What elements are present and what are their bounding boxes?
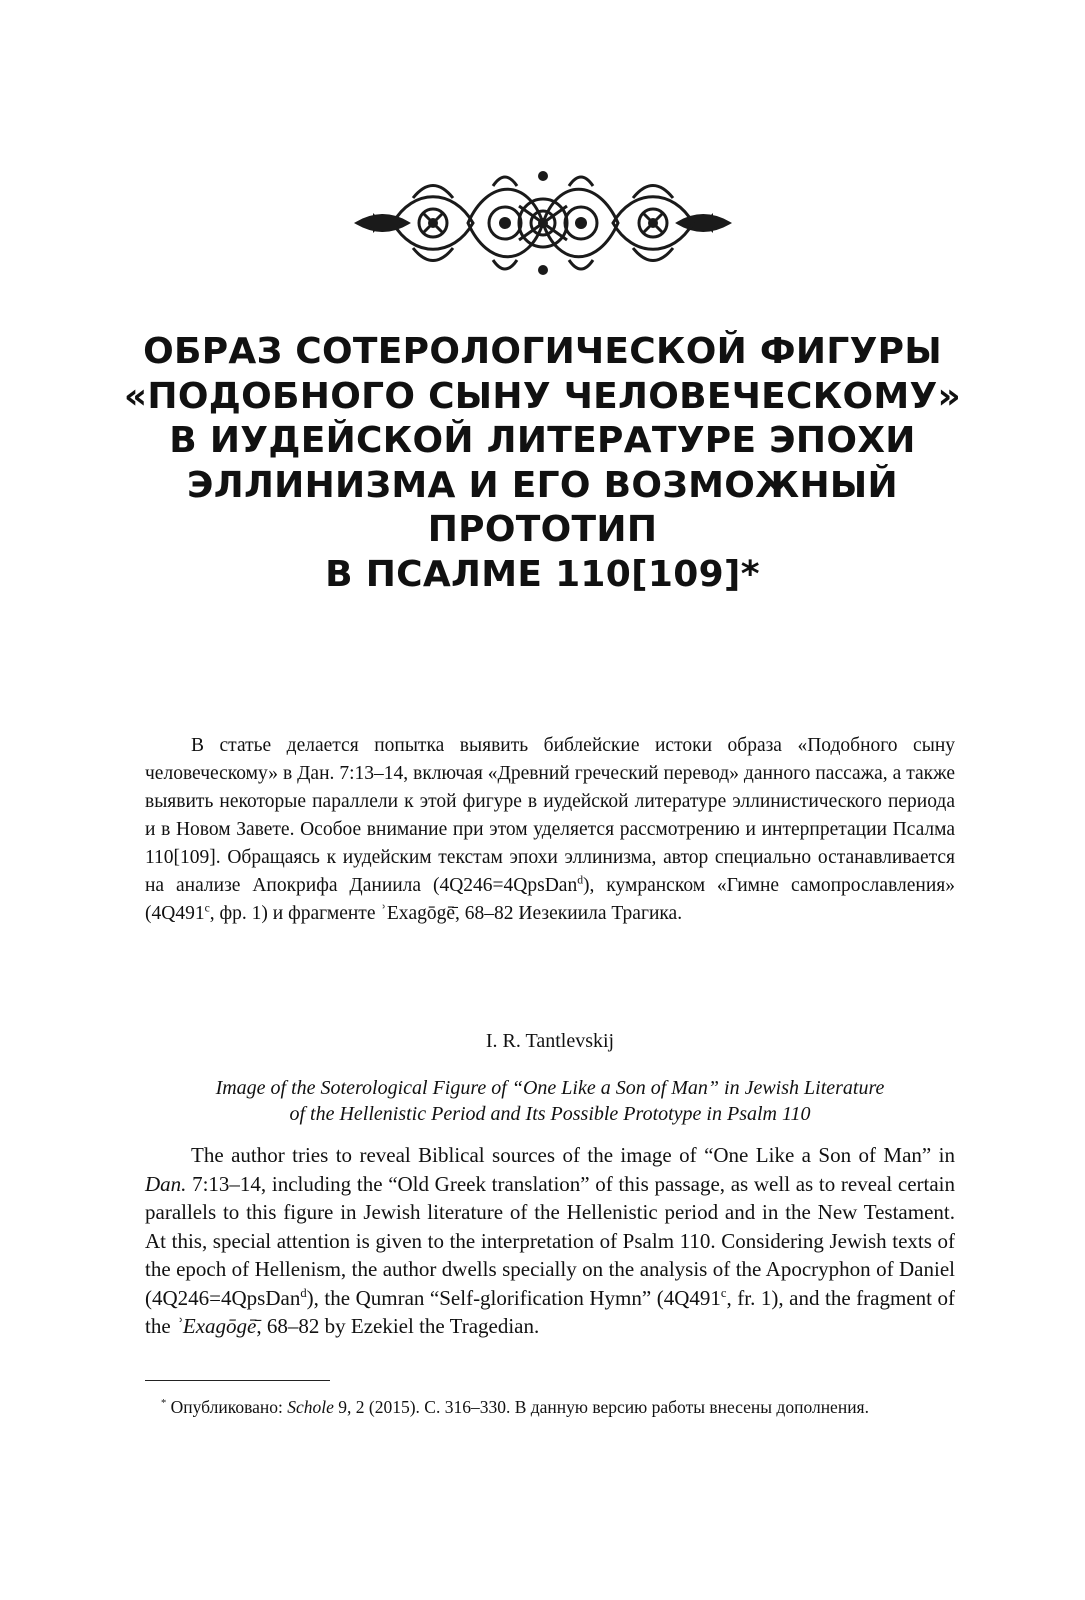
english-title-line-2: of the Hellenistic Period and Its Possible Prototype in Psalm 110: [289, 1103, 811, 1125]
title-line-6: В ПСАЛМЕ 110[109]*: [325, 553, 760, 595]
celtic-knot-ornament-icon: [353, 168, 733, 278]
abstract-en: The author tries to reveal Biblical sources of the image of “One Like a Son of Man” in Dan. 7:13–14, including the “Old Greek translation” of this passage, as well as to reveal certain parallels to this figure in Jewish literature of the Hellenistic period and in the New Testament. At this, special attention is given to the interpretation of Psalm 110. Considering Jewish texts of the epoch of Hellenism, the author dwells specially on the analysis of the Apocryphon of Daniel (4Q246=4QpsDan$^d$), the Qumran “Self-glorification Hymn” (4Q491$^c$, fr. 1), and the fragment of the ʾExagōgē̄, 68–82 by Ezekiel the Tragedian.: [145, 1143, 955, 1338]
english-title: [145, 1075, 955, 1127]
title-line-4: ЭЛЛИНИЗМА И ЕГО ВОЗМОЖНЫЙ: [187, 464, 898, 506]
title-line-5: ПРОТОТИП: [427, 509, 658, 550]
title-line-3: В ИУДЕЙСКОЙ ЛИТЕРАТУРЕ ЭПОХИ: [169, 420, 916, 461]
english-title-line-1: Image of the Soterological Figure of “One Like a Son of Man” in Jewish Literature: [215, 1077, 885, 1099]
abstract-ru: В статье делается попытка выявить библейские истоки образа «Подобного сыну человеческому» в Дан. 7:13–14, включая «Древний греческий перевод» данного пассажа, а также выявить некоторые параллели к этой фигуре в иудейской литературе эллинистического периода и в Новом Завете. Особое внимание при этом уделяется рассмотрению и интерпретации Псалма 110[109]. Обращаясь к иудейским текстам эпохи эллинизма, автор специально останавливается на анализе Апокрифа Даниила (4Q246=4QpsDan$^d$), кумранском «Гимне самопрославления» (4Q491$^c$, фр. 1) и фрагменте ʾExagōgē̄, 68–82 Иезекиила Трагика.: [145, 735, 955, 924]
header-ornament: [0, 168, 1085, 298]
article-title: [100, 330, 985, 597]
title-line-1: ОБРАЗ СОТЕРОЛОГИЧЕСКОЙ ФИГУРЫ: [143, 331, 942, 372]
footnote: * Опубликовано: Schole 9, 2 (2015). С. 316–330. В данную версию работы внесены дополнения.: [161, 1397, 869, 1417]
title-line-2: «ПОДОБНОГО СЫНУ ЧЕЛОВЕЧЕСКОМУ»: [123, 375, 962, 417]
author-name: I. R. Tantlevskij: [485, 1030, 615, 1052]
footnote-divider: [145, 1380, 330, 1381]
